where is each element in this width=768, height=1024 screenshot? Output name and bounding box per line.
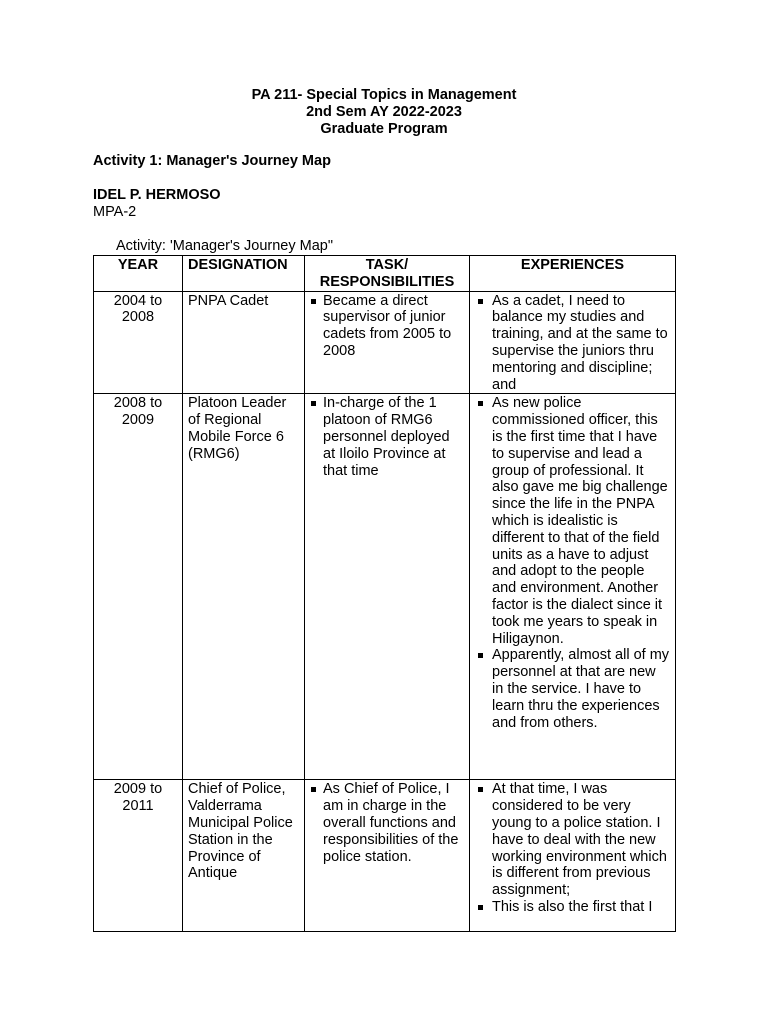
table-row [94,780,676,932]
experience-item: As new police commissioned officer, this is the first time that I have to supervise and lead a group of professional. It also gave me big challenge since the life in the PNPA which is idealistic is different to that of the field units as a have to adjust and adopt to the people and environment. Another factor is the dialect since it took me years to speak in Hiligaynon. [475,395,670,647]
activity-title: Activity 1: Manager's Journey Map [93,153,331,169]
header-year: YEAR [94,256,183,292]
experience-item: This is also the first that I [475,899,670,916]
header-experiences: EXPERIENCES [470,256,676,292]
table-header-row [94,256,676,292]
table-row [94,291,676,394]
journey-map-table [93,255,676,932]
header-designation: DESIGNATION [183,256,305,292]
header-task: TASK/ RESPONSIBILITIES [305,256,470,292]
task-cell [305,394,470,780]
bullet-icon [478,653,483,658]
year-cell: 2008 to 2009 [94,394,183,780]
task-item: In-charge of the 1 platoon of RMG6 personnel deployed at Iloilo Province at that time [310,395,464,479]
bullet-icon [311,299,316,304]
task-item: Became a direct supervisor of junior cadets from 2005 to 2008 [310,293,464,360]
bullet-icon [478,401,483,406]
task-item: As Chief of Police, I am in charge in the overall functions and responsibilities of the police station. [310,781,464,865]
designation-cell: Platoon Leader of Regional Mobile Force 6 (RMG6) [183,394,305,780]
bullet-icon [478,905,483,910]
table-row [94,394,676,780]
experiences-cell [470,780,676,932]
designation-cell: PNPA Cadet [183,291,305,394]
bullet-icon [478,787,483,792]
program-line: Graduate Program [320,121,448,137]
document-header [0,87,768,138]
activity-caption: Activity: 'Manager's Journey Map" [116,238,333,254]
designation-cell: Chief of Police, Valderrama Municipal Police Station in the Province of Antique [183,780,305,932]
bullet-icon [311,401,316,406]
experience-item: At that time, I was considered to be very young to a police station. I have to deal with the new working environment which is different from previous assignment; [475,781,670,899]
task-cell [305,780,470,932]
year-cell: 2004 to 2008 [94,291,183,394]
year-cell: 2009 to 2011 [94,780,183,932]
author-program: MPA-2 [93,204,137,220]
experience-item: Apparently, almost all of my personnel at that are new in the service. I have to learn thru the experiences and from others. [475,647,670,731]
task-cell [305,291,470,394]
bullet-icon [478,299,483,304]
bullet-icon [311,787,316,792]
experience-item: As a cadet, I need to balance my studies and training, and at the same to supervise the juniors thru mentoring and discipline; and [475,293,670,394]
experiences-cell [470,394,676,780]
author-name: IDEL P. HERMOSO [93,187,221,203]
experiences-cell [470,291,676,394]
course-title: PA 211- Special Topics in Management [251,87,517,103]
semester-line: 2nd Sem AY 2022-2023 [306,104,462,120]
